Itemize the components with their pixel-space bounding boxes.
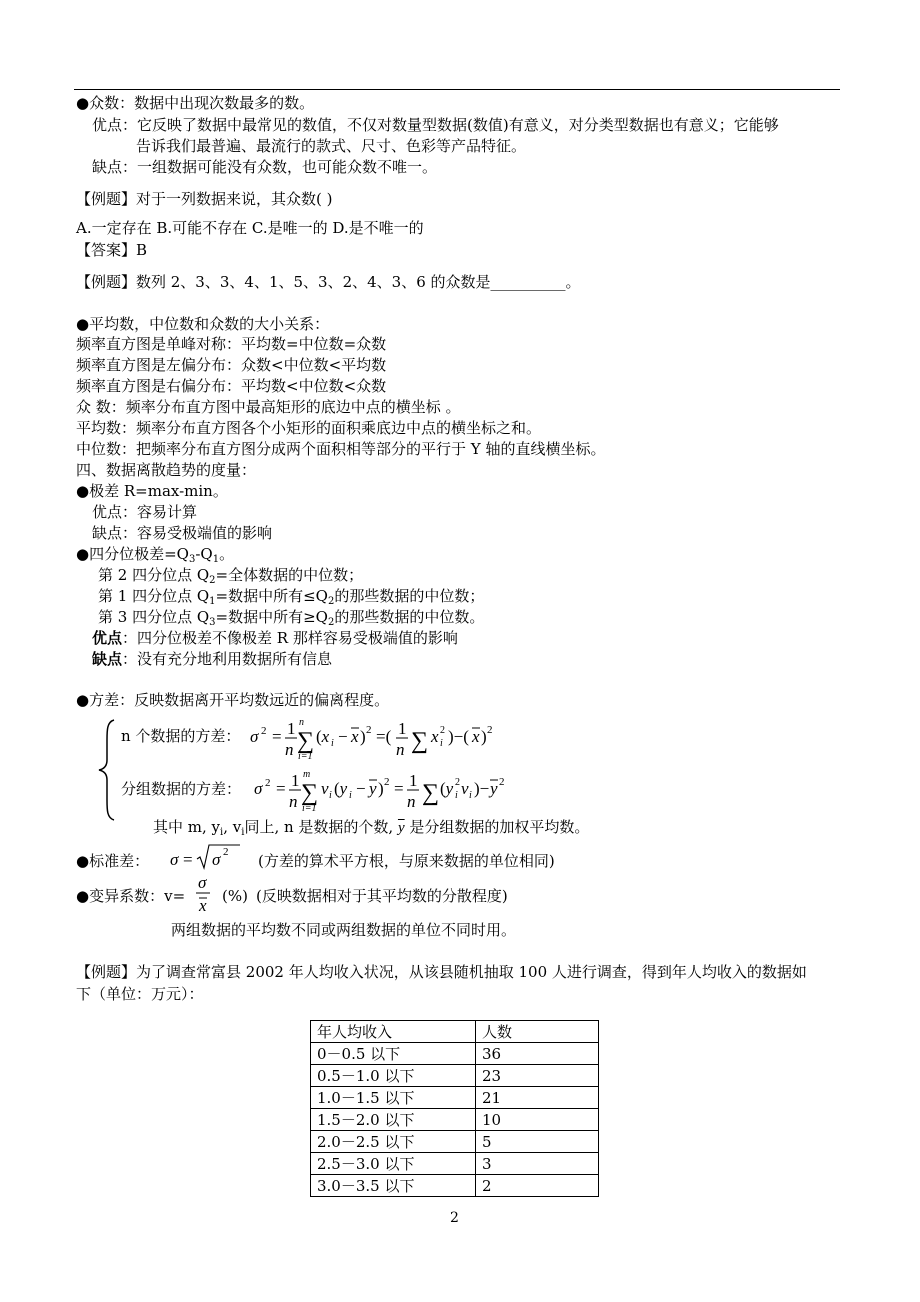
dispersion-heading: 四、数据离散趋势的度量： bbox=[76, 461, 257, 479]
table-row bbox=[311, 1065, 599, 1087]
iqr-title: ●四分位极差$=Q_3-Q_1$。 bbox=[76, 545, 235, 565]
mode-advantage-line1: 优点：它反映了数据中最常见的数值，不仅对数量型数据(数值)有意义，对分类型数据也有意义；它能够 bbox=[92, 116, 779, 134]
cv-usage: 两组数据的平均数不同或两组数据的单位不同时用。 bbox=[171, 921, 517, 939]
svg-text:)−(: )−( bbox=[448, 727, 469, 746]
svg-text:2: 2 bbox=[499, 776, 505, 788]
svg-text:−: − bbox=[356, 779, 366, 798]
iqr-disadvantage: 缺点：没有充分地利用数据所有信息 bbox=[92, 650, 333, 668]
quartile-3-definition: 第 3 四分位点 $Q_3=$数据中所有$\ge Q_2$的那些数据的中位数。 bbox=[98, 608, 485, 628]
svg-text:∑: ∑ bbox=[301, 780, 319, 806]
relation-title: ●平均数，中位数和众数的大小关系： bbox=[76, 315, 330, 333]
svg-text:m: m bbox=[303, 769, 311, 780]
svg-text:2: 2 bbox=[455, 777, 460, 788]
svg-text:σ: σ bbox=[250, 727, 259, 746]
svg-text:n: n bbox=[299, 717, 304, 728]
relation-line3: 频率直方图是右偏分布：平均数<中位数<众数 bbox=[76, 377, 387, 395]
svg-text:n: n bbox=[407, 792, 416, 811]
table-cell-count: 5 bbox=[476, 1131, 599, 1153]
svg-text:y: y bbox=[490, 779, 498, 798]
table-cell-income: 2.5－3.0 以下 bbox=[311, 1153, 476, 1175]
cv-unit: (%) bbox=[222, 887, 248, 905]
svg-text:v: v bbox=[461, 779, 469, 798]
svg-text:2: 2 bbox=[487, 724, 493, 736]
svg-text:)−: )− bbox=[474, 779, 490, 798]
table-header-count: 人数 bbox=[476, 1021, 599, 1043]
svg-text:2: 2 bbox=[384, 776, 390, 788]
svg-text:1: 1 bbox=[291, 771, 300, 790]
svg-text:2: 2 bbox=[440, 725, 445, 736]
svg-text:): ) bbox=[360, 727, 366, 746]
svg-text:2: 2 bbox=[261, 725, 267, 737]
svg-text:i: i bbox=[455, 790, 458, 801]
table-cell-count: 2 bbox=[476, 1175, 599, 1197]
svg-text:∑: ∑ bbox=[411, 728, 429, 754]
table-cell-count: 10 bbox=[476, 1109, 599, 1131]
y-bar-symbol: $\overline{y}$ bbox=[397, 820, 405, 836]
mode-title: ●众数：数据中出现次数最多的数。 bbox=[76, 94, 315, 112]
svg-text:): ) bbox=[378, 779, 384, 798]
svg-text:(y: (y bbox=[440, 779, 454, 798]
svg-text:(y: (y bbox=[334, 779, 348, 798]
table-row bbox=[311, 1109, 599, 1131]
example3-line2: 下（单位：万元）： bbox=[76, 985, 204, 1003]
mode-disadvantage: 缺点：一组数据可能没有众数，也可能众数不唯一。 bbox=[92, 158, 438, 176]
svg-text:): ) bbox=[481, 727, 487, 746]
table-cell-count: 23 bbox=[476, 1065, 599, 1087]
quartile-2-definition: 第 2 四分位点 $Q_2=$全体数据的中位数； bbox=[98, 566, 364, 586]
table-cell-count: 21 bbox=[476, 1087, 599, 1109]
table-row bbox=[311, 1043, 599, 1065]
table-cell-count: 36 bbox=[476, 1043, 599, 1065]
svg-text:i: i bbox=[440, 738, 443, 749]
range-disadvantage: 缺点：容易受极端值的影响 bbox=[92, 524, 273, 542]
example1-question: 【例题】对于一列数据来说，其众数( ) bbox=[76, 190, 333, 208]
variance-note: 其中 m, $y_i$, $v_i$同上, n 是数据的个数, $\overline{y}$ 是分组数据的加权平均数。 bbox=[153, 818, 590, 838]
svg-text:(x: (x bbox=[316, 727, 330, 746]
svg-text:x: x bbox=[472, 727, 480, 746]
table-row bbox=[311, 1153, 599, 1175]
table-row bbox=[311, 1175, 599, 1197]
svg-text:x: x bbox=[431, 727, 439, 746]
svg-text:=(: =( bbox=[376, 727, 392, 746]
table-header-row bbox=[311, 1021, 599, 1043]
svg-text:i: i bbox=[469, 790, 472, 801]
svg-text:∑: ∑ bbox=[297, 728, 315, 754]
table-header-income: 年人均收入 bbox=[311, 1021, 476, 1043]
range-advantage: 优点：容易计算 bbox=[92, 503, 198, 521]
example2-question: 【例题】数列 2、3、3、4、1、5、3、2、4、3、6 的众数是__________。 bbox=[76, 273, 581, 291]
svg-text:2: 2 bbox=[366, 724, 372, 736]
svg-text:i=1: i=1 bbox=[302, 803, 317, 814]
iqr-advantage: 优点：四分位极差不像极差 R 那样容易受极端值的影响 bbox=[92, 629, 458, 647]
svg-text:=: = bbox=[394, 779, 404, 798]
variance-formula-n bbox=[248, 712, 538, 764]
cv-note: (反映数据相对于其平均数的分散程度) bbox=[256, 887, 508, 905]
relation-line4: 众 数：频率分布直方图中最高矩形的底边中点的横坐标 。 bbox=[76, 398, 461, 416]
svg-text:2: 2 bbox=[265, 777, 271, 789]
relation-line2: 频率直方图是左偏分布：众数<中位数<平均数 bbox=[76, 356, 387, 374]
relation-line5: 平均数：频率分布直方图各个小矩形的面积乘底边中点的横坐标之和。 bbox=[76, 419, 542, 437]
svg-text:i: i bbox=[329, 790, 332, 801]
svg-text:x: x bbox=[351, 727, 359, 746]
variance-n-label: n 个数据的方差： bbox=[121, 727, 241, 745]
stddev-formula bbox=[168, 840, 244, 876]
svg-text:i: i bbox=[349, 790, 352, 801]
svg-text:x: x bbox=[199, 896, 207, 915]
svg-text:v: v bbox=[321, 779, 329, 798]
svg-text:n: n bbox=[396, 740, 405, 759]
svg-text:i: i bbox=[331, 738, 334, 749]
svg-text:σ: σ bbox=[254, 779, 263, 798]
svg-text:n: n bbox=[289, 792, 298, 811]
page-number: 2 bbox=[450, 1210, 459, 1226]
variance-formula-grouped bbox=[252, 764, 542, 818]
cv-formula bbox=[194, 872, 216, 918]
svg-text:1: 1 bbox=[409, 771, 418, 790]
table-cell-income: 0.5－1.0 以下 bbox=[311, 1065, 476, 1087]
table-row bbox=[311, 1087, 599, 1109]
relation-line6: 中位数：把频率分布直方图分成两个面积相等部分的平行于 Y 轴的直线横坐标。 bbox=[76, 440, 606, 458]
stddev-label: ●标准差： bbox=[76, 852, 150, 870]
example1-options: A.一定存在 B.可能不存在 C.是唯一的 D.是不唯一的 bbox=[76, 219, 424, 237]
svg-text:1: 1 bbox=[287, 719, 296, 738]
table-row bbox=[311, 1131, 599, 1153]
svg-text:σ: σ bbox=[212, 850, 221, 869]
table-cell-income: 1.5－2.0 以下 bbox=[311, 1109, 476, 1131]
svg-text:σ: σ bbox=[198, 873, 207, 892]
svg-text:2: 2 bbox=[223, 846, 229, 858]
range-title: ●极差 R=max-min。 bbox=[76, 482, 228, 500]
relation-line1: 频率直方图是单峰对称：平均数=中位数=众数 bbox=[76, 335, 387, 353]
variance-group-label: 分组数据的方差： bbox=[121, 780, 242, 798]
table-cell-income: 1.0－1.5 以下 bbox=[311, 1087, 476, 1109]
table-cell-count: 3 bbox=[476, 1153, 599, 1175]
svg-text:y: y bbox=[369, 779, 377, 798]
table-cell-income: 2.0－2.5 以下 bbox=[311, 1131, 476, 1153]
stddev-note: (方差的算术平方根，与原来数据的单位相同) bbox=[258, 852, 555, 870]
svg-text:=: = bbox=[272, 727, 282, 746]
svg-text:∑: ∑ bbox=[422, 780, 440, 806]
svg-text:=: = bbox=[183, 850, 193, 869]
svg-text:=: = bbox=[276, 779, 286, 798]
quartile-1-definition: 第 1 四分位点 $Q_1=$数据中所有$\le Q_2$的那些数据的中位数； bbox=[98, 587, 485, 607]
svg-text:i=1: i=1 bbox=[298, 751, 313, 762]
variance-title: ●方差：反映数据离开平均数远近的偏离程度。 bbox=[76, 691, 390, 709]
svg-text:1: 1 bbox=[398, 719, 407, 738]
income-table bbox=[310, 1020, 599, 1197]
svg-text:−: − bbox=[338, 727, 348, 746]
svg-text:σ: σ bbox=[170, 850, 179, 869]
cv-label: ●变异系数：v= bbox=[76, 887, 186, 905]
example3-line1: 【例题】为了调查常富县 2002 年人均收入状况，从该县随机抽取 100 人进行调查，得到年人均收入的数据如 bbox=[76, 963, 807, 981]
svg-text:n: n bbox=[285, 740, 294, 759]
table-cell-income: 0－0.5 以下 bbox=[311, 1043, 476, 1065]
variance-brace-icon bbox=[96, 718, 118, 822]
header-rule bbox=[74, 89, 840, 90]
example1-answer: 【答案】B bbox=[76, 241, 148, 259]
table-cell-income: 3.0－3.5 以下 bbox=[311, 1175, 476, 1197]
mode-advantage-line2: 告诉我们最普遍、最流行的款式、尺寸、色彩等产品特征。 bbox=[136, 137, 527, 155]
